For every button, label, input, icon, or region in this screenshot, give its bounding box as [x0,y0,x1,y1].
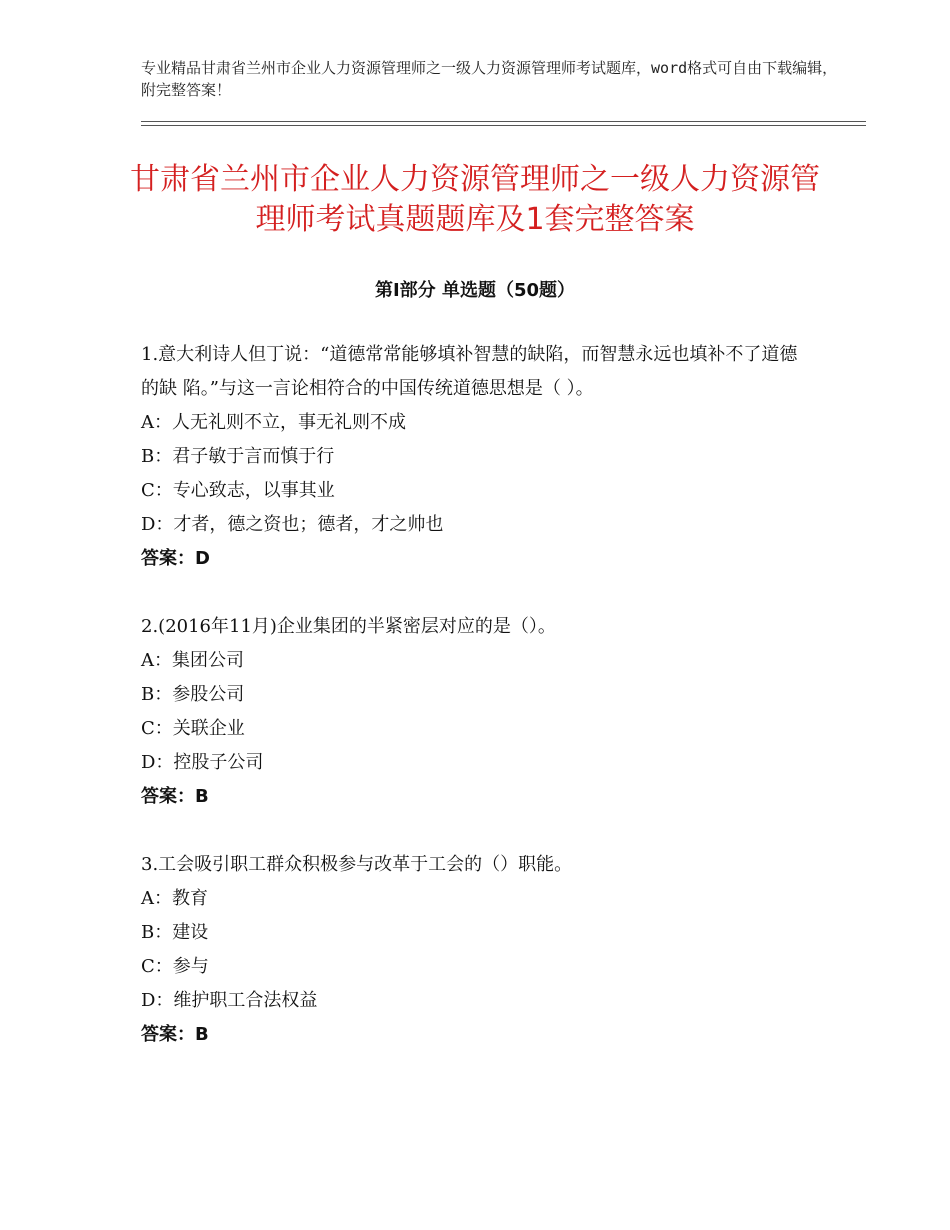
option-b: B：参股公司 [141,684,245,705]
option-a: A：人无礼则不立，事无礼则不成 [141,412,406,433]
header-rule-top [141,121,866,122]
option-b: B：君子敏于言而慎于行 [141,446,335,467]
section-title: 第Ⅰ部分 单选题（50题） [374,280,575,301]
option-c: C：专心致志，以事其业 [141,480,335,501]
answer: 答案：D [141,548,210,569]
question-list [141,338,809,1086]
option-d: D：维护职工合法权益 [141,990,318,1011]
question-stem: 2.(2016年11月)企业集团的半紧密层对应的是（）。 [141,616,556,637]
option-c: C：参与 [141,956,209,977]
question-stem: 3.工会吸引职工群众积极参与改革于工会的（）职能。 [141,854,573,875]
option-d: D：控股子公司 [141,752,264,773]
header-rule-bottom [141,125,866,126]
question-stem: 1.意大利诗人但丁说：“道德常常能够填补智慧的缺陷，而智慧永远也填补不了道德的缺 陷。”与这一言论相符合的中国传统道德思想是（ ）。 [141,344,798,399]
question-3 [141,848,809,1052]
answer: 答案：B [141,1024,209,1045]
document-title: 甘肃省兰州市企业人力资源管理师之一级人力资源管理师考试真题题库及1套完整答案 [130,162,820,237]
option-b: B：建设 [141,922,209,943]
option-d: D：才者，德之资也；德者，才之帅也 [141,514,444,535]
question-2 [141,610,809,814]
option-a: A：集团公司 [141,650,244,671]
answer: 答案：B [141,786,209,807]
question-1 [141,338,809,576]
header-note: 专业精品甘肃省兰州市企业人力资源管理师之一级人力资源管理师考试题库，word格式可自由下载编辑，附完整答案！ [141,59,838,99]
option-a: A：教育 [141,888,208,909]
option-c: C：关联企业 [141,718,245,739]
